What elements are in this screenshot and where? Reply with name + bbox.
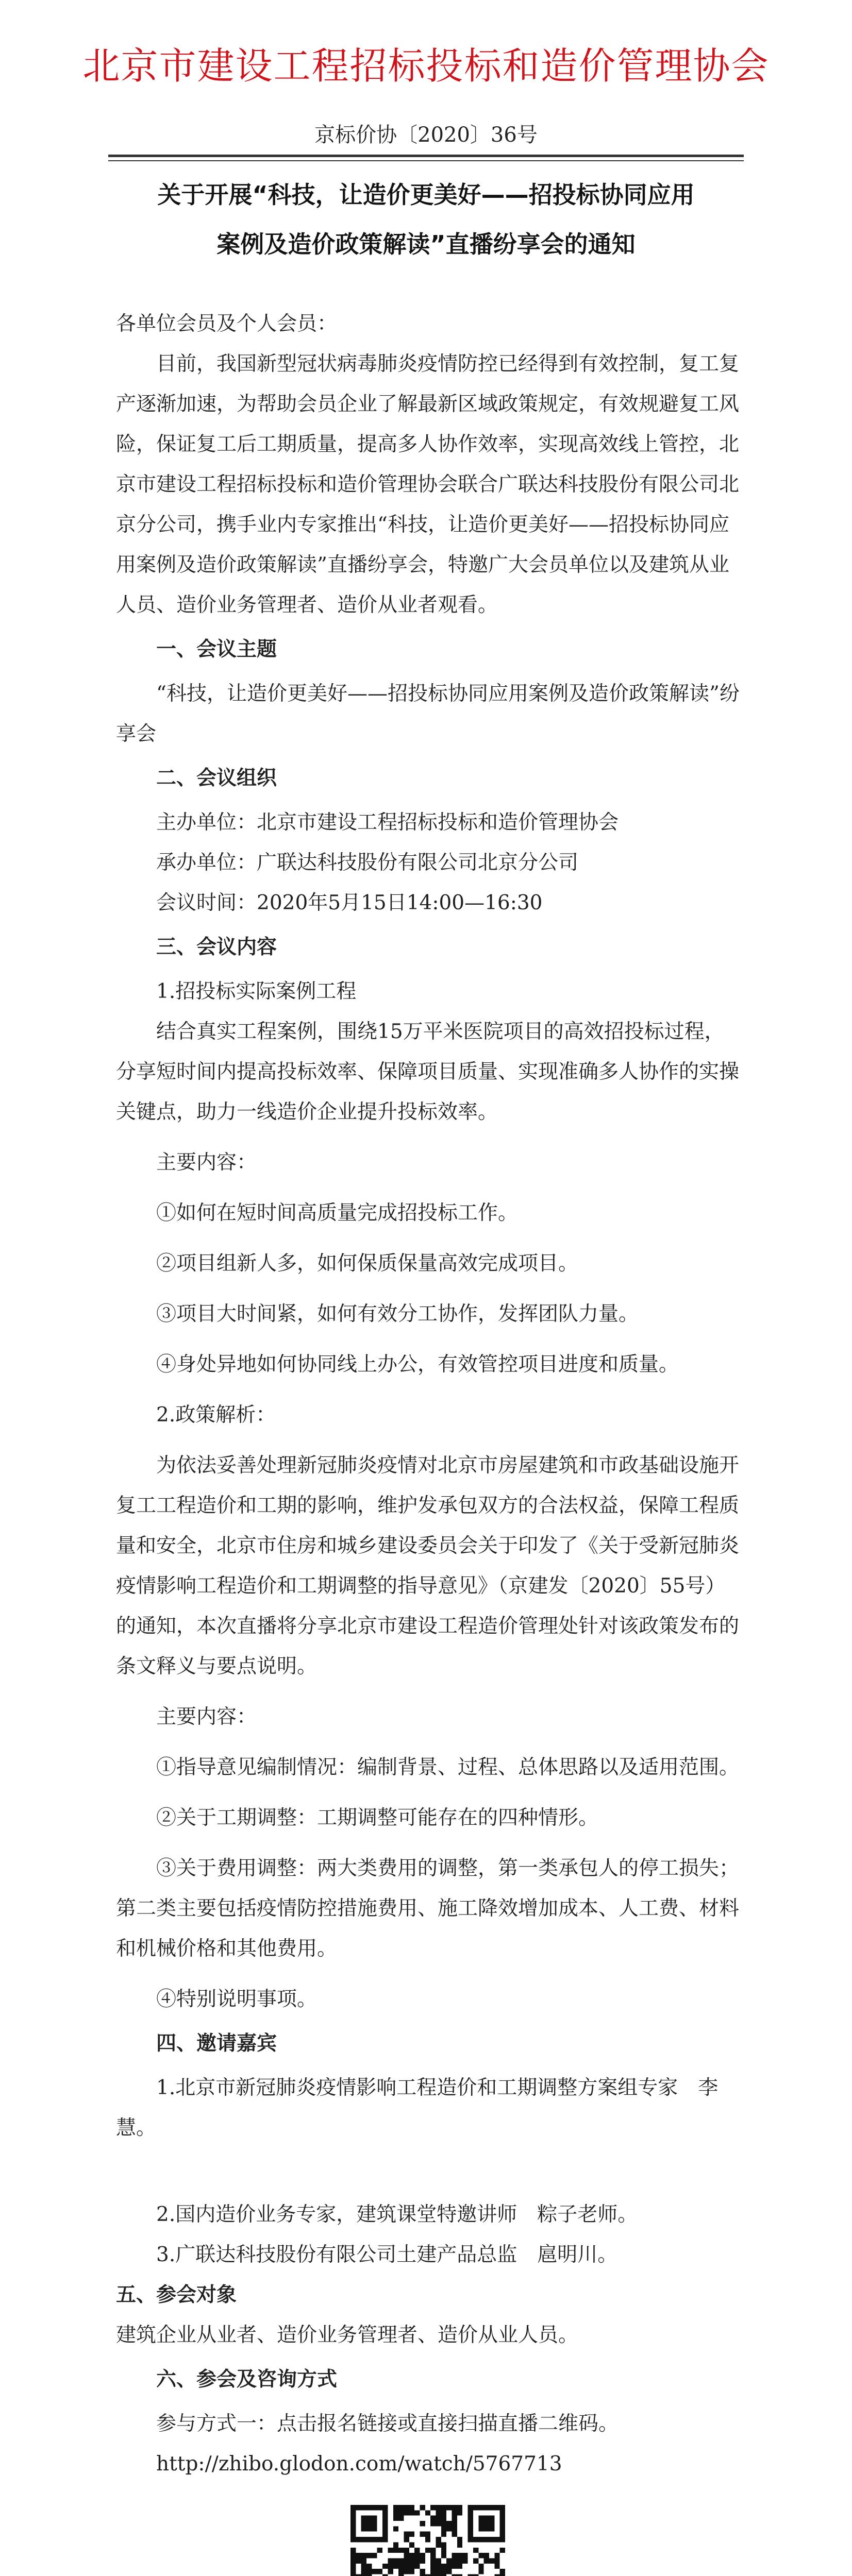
guest-item: 2.国内造价业务专家，建筑课堂特邀讲师 粽子老师。 — [156, 2203, 638, 2226]
list-item: ②关于工期调整：工期调整可能存在的四种情形。 — [156, 1806, 599, 1829]
guest-item: 3.广联达科技股份有限公司土建产品总监 扈明川。 — [156, 2243, 618, 2266]
section-3-heading: 三、会议内容 — [156, 936, 277, 959]
list-item: ②项目组新人多，如何保质保量高效完成项目。 — [156, 1252, 579, 1275]
section-2-heading: 二、会议组织 — [156, 767, 277, 790]
list-item: ③关于费用调整：两大类费用的调整，第一类承包人的停工损失；第二类主要包括疫情防控措施费用、施工降效增加成本、人工费、材料和机械价格和其他费用。 — [116, 1857, 740, 1960]
organizer-unit: 承办单位：广联达科技股份有限公司北京分公司 — [156, 851, 579, 874]
notice-body — [116, 304, 740, 2576]
host-unit: 主办单位：北京市建设工程招标投标和造价管理协会 — [156, 811, 619, 834]
header-rule-thick — [108, 155, 744, 157]
list-item: ①指导意见编制情况：编制背景、过程、总体思路以及适用范围。 — [156, 1756, 740, 1779]
list-item: ④特别说明事项。 — [156, 1988, 318, 2011]
list-item: ④身处异地如何协同线上办公，有效管控项目进度和质量。 — [156, 1353, 679, 1376]
meeting-time: 会议时间：2020年5月15日14:00—16:30 — [156, 891, 543, 914]
document-number: 京标价协〔2020〕36号 — [314, 123, 538, 147]
org-header: 北京市建设工程招标投标和造价管理协会 — [82, 44, 770, 88]
list-item: ③项目大时间紧，如何有效分工协作，发挥团队力量。 — [156, 1302, 639, 1326]
section-1-text: “科技，让造价更美好——招投标协同应用案例及造价政策解读”纷享会 — [116, 682, 740, 745]
section-3-sub-2: 2.政策解析： — [156, 1403, 276, 1427]
salutation: 各单位会员及个人会员： — [116, 312, 338, 335]
notice-title-line-2: 案例及造价政策解读”直播纷享会的通知 — [216, 230, 636, 258]
intro-paragraph: 目前，我国新型冠状病毒肺炎疫情防控已经得到有效控制，复工复产逐渐加速，为帮助会员企业了解最新区域政策规定，有效规避复工风险，保证复工后工期质量，提高多人协作效率，实现高效线上管控，北京市建设工程招标投标和造价管理协会联合广联达科技股份有限公司北京分公司，携手业内专家推出“科技，让造价更美好——招投标协同应用案例及造价政策解读”直播纷享会，特邀广大会员单位以及建筑从业人员、造价业务管理者、造价从业者观看。 — [116, 352, 740, 617]
qr-code[interactable] — [350, 2505, 505, 2576]
section-1-heading: 一、会议主题 — [156, 638, 277, 661]
section-5-heading: 五、参会对象 — [116, 2283, 237, 2307]
section-3-sub-1: 1.招投标实际案例工程 — [156, 980, 357, 1003]
list-item: ①如何在短时间高质量完成招投标工作。 — [156, 1201, 519, 1225]
section-3-sub-2-text: 为依法妥善处理新冠肺炎疫情对北京市房屋建筑和市政基础设施开复工工程造价和工期的影响，维护发承包双方的合法权益，保障工程质量和安全，北京市住房和城乡建设委员会关于印发了《关于受新冠肺炎疫情影响工程造价和工期调整的指导意见》（京建发〔2020〕55号）的通知，本次直播将分享北京市建设工程造价管理处针对该政策发布的条文释义与要点说明。 — [116, 1454, 740, 1678]
section-6-heading: 六、参会及咨询方式 — [156, 2368, 338, 2391]
section-5-text: 建筑企业从业者、造价业务管理者、造价从业人员。 — [116, 2324, 579, 2347]
section-4-heading: 四、邀请嘉宾 — [156, 2032, 277, 2055]
section-3-sub-1-text: 结合真实工程案例，围绕15万平米医院项目的高效招投标过程，分享短时间内提高投标效率、保障项目质量、实现准确多人协作的实操关键点，助力一线造价企业提升投标效率。 — [116, 1020, 740, 1124]
notice-title-line-1: 关于开展“科技，让造价更美好——招投标协同应用 — [157, 181, 695, 209]
guest-item: 1.北京市新冠肺炎疫情影响工程造价和工期调整方案组专家 李慧。 — [116, 2076, 719, 2140]
section-3-sub-2-main: 主要内容： — [156, 1705, 257, 1728]
live-url[interactable]: http://zhibo.glodon.com/watch/5767713 — [156, 2452, 562, 2476]
header-rule-thin — [108, 160, 744, 161]
qr-code-icon — [350, 2505, 505, 2576]
section-3-sub-1-main: 主要内容： — [156, 1151, 257, 1174]
participation-method-1: 参与方式一：点击报名链接或直接扫描直播二维码。 — [156, 2412, 619, 2435]
